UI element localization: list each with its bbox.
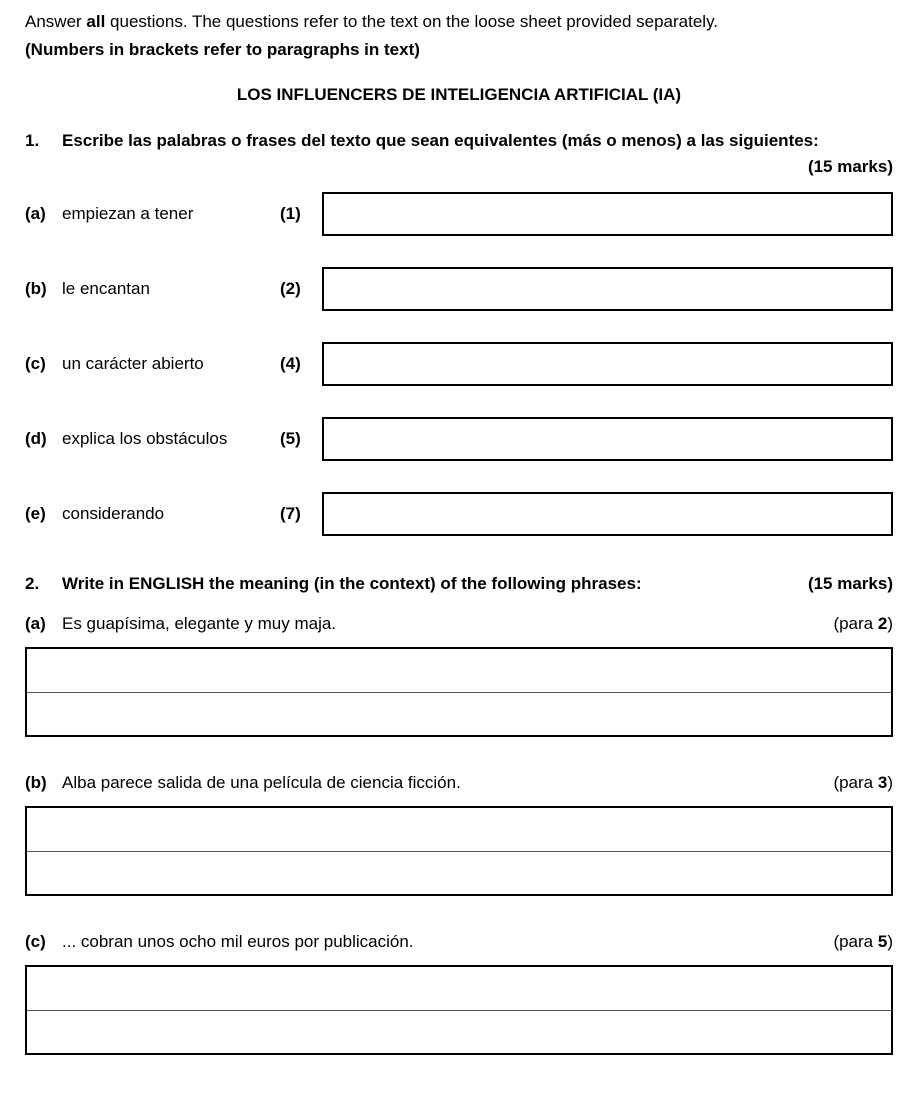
question-1-marks: (15 marks) — [807, 157, 893, 176]
item-letter: (c) — [25, 354, 46, 373]
item-phrase: considerando — [62, 504, 165, 523]
para-ref-prefix: (para — [833, 932, 878, 951]
item-letter: (e) — [25, 504, 46, 523]
answer-box-q1d[interactable] — [322, 417, 893, 461]
intro-text-all-bold: all — [86, 12, 106, 31]
item-para-ref: (5) — [280, 429, 301, 448]
item-para-ref — [833, 773, 893, 793]
answer-box-q2c[interactable] — [25, 965, 893, 1055]
item-letter: (a) — [25, 204, 46, 223]
answer-box-q1a[interactable] — [322, 192, 893, 236]
item-para-ref — [833, 932, 893, 952]
question-2-prompt: Write in ENGLISH the meaning (in the context) of the following phrases: — [62, 574, 642, 593]
para-ref-suffix: ) — [887, 932, 893, 951]
question-2-marks: (15 marks) — [807, 574, 893, 593]
answer-box-q2b[interactable] — [25, 806, 893, 896]
q1-item-a — [25, 192, 893, 236]
question-1-number: 1. — [25, 131, 40, 150]
answer-line-divider — [27, 1010, 891, 1011]
intro-line-2: (Numbers in brackets refer to paragraphs in text) — [25, 40, 420, 59]
item-para-ref — [833, 614, 893, 634]
question-1-prompt: Escribe las palabras o frases del texto que sean equivalentes (más o menos) a las siguientes: — [62, 131, 819, 150]
para-ref-suffix: ) — [887, 614, 893, 633]
item-letter: (c) — [25, 932, 46, 951]
answer-box-q2a[interactable] — [25, 647, 893, 737]
q2-item-a-label — [25, 614, 893, 634]
item-para-ref: (1) — [280, 204, 301, 223]
intro-text-post: questions. The questions refer to the text on the loose sheet provided separately. — [105, 12, 719, 31]
answer-box-q1e[interactable] — [322, 492, 893, 536]
para-ref-number: 2 — [877, 614, 888, 633]
exam-page — [25, 8, 893, 1055]
item-phrase: empiezan a tener — [62, 204, 194, 223]
item-para-ref: (7) — [280, 504, 301, 523]
para-ref-number: 5 — [877, 932, 888, 951]
answer-line-divider — [27, 692, 891, 693]
item-letter: (b) — [25, 773, 47, 792]
answer-line-divider — [27, 851, 891, 852]
answer-box-q1b[interactable] — [322, 267, 893, 311]
q1-item-e — [25, 492, 893, 536]
question-2-heading — [25, 574, 893, 594]
q1-item-c — [25, 342, 893, 386]
item-phrase: explica los obstáculos — [62, 429, 228, 448]
item-para-ref: (4) — [280, 354, 301, 373]
intro-line-1 — [25, 8, 893, 36]
item-phrase: un carácter abierto — [62, 354, 204, 373]
para-ref-number: 3 — [877, 773, 888, 792]
question-2-number: 2. — [25, 574, 40, 593]
item-phrase: le encantan — [62, 279, 150, 298]
exam-title: LOS INFLUENCERS DE INTELIGENCIA ARTIFICIAL (IA) — [236, 85, 682, 104]
item-para-ref: (2) — [280, 279, 301, 298]
item-letter: (a) — [25, 614, 46, 633]
item-phrase: ... cobran unos ocho mil euros por publicación. — [62, 932, 414, 951]
item-phrase: Alba parece salida de una película de ciencia ficción. — [62, 773, 461, 792]
item-phrase: Es guapísima, elegante y muy maja. — [62, 614, 337, 633]
item-letter: (b) — [25, 279, 47, 298]
para-ref-suffix: ) — [887, 773, 893, 792]
question-1-heading — [25, 131, 893, 151]
q1-item-d — [25, 417, 893, 461]
para-ref-prefix: (para — [833, 773, 878, 792]
para-ref-prefix: (para — [833, 614, 878, 633]
item-letter: (d) — [25, 429, 47, 448]
q2-item-c-label — [25, 932, 893, 952]
q1-item-b — [25, 267, 893, 311]
answer-box-q1c[interactable] — [322, 342, 893, 386]
q2-item-b-label — [25, 773, 893, 793]
intro-text-pre: Answer — [25, 12, 87, 31]
